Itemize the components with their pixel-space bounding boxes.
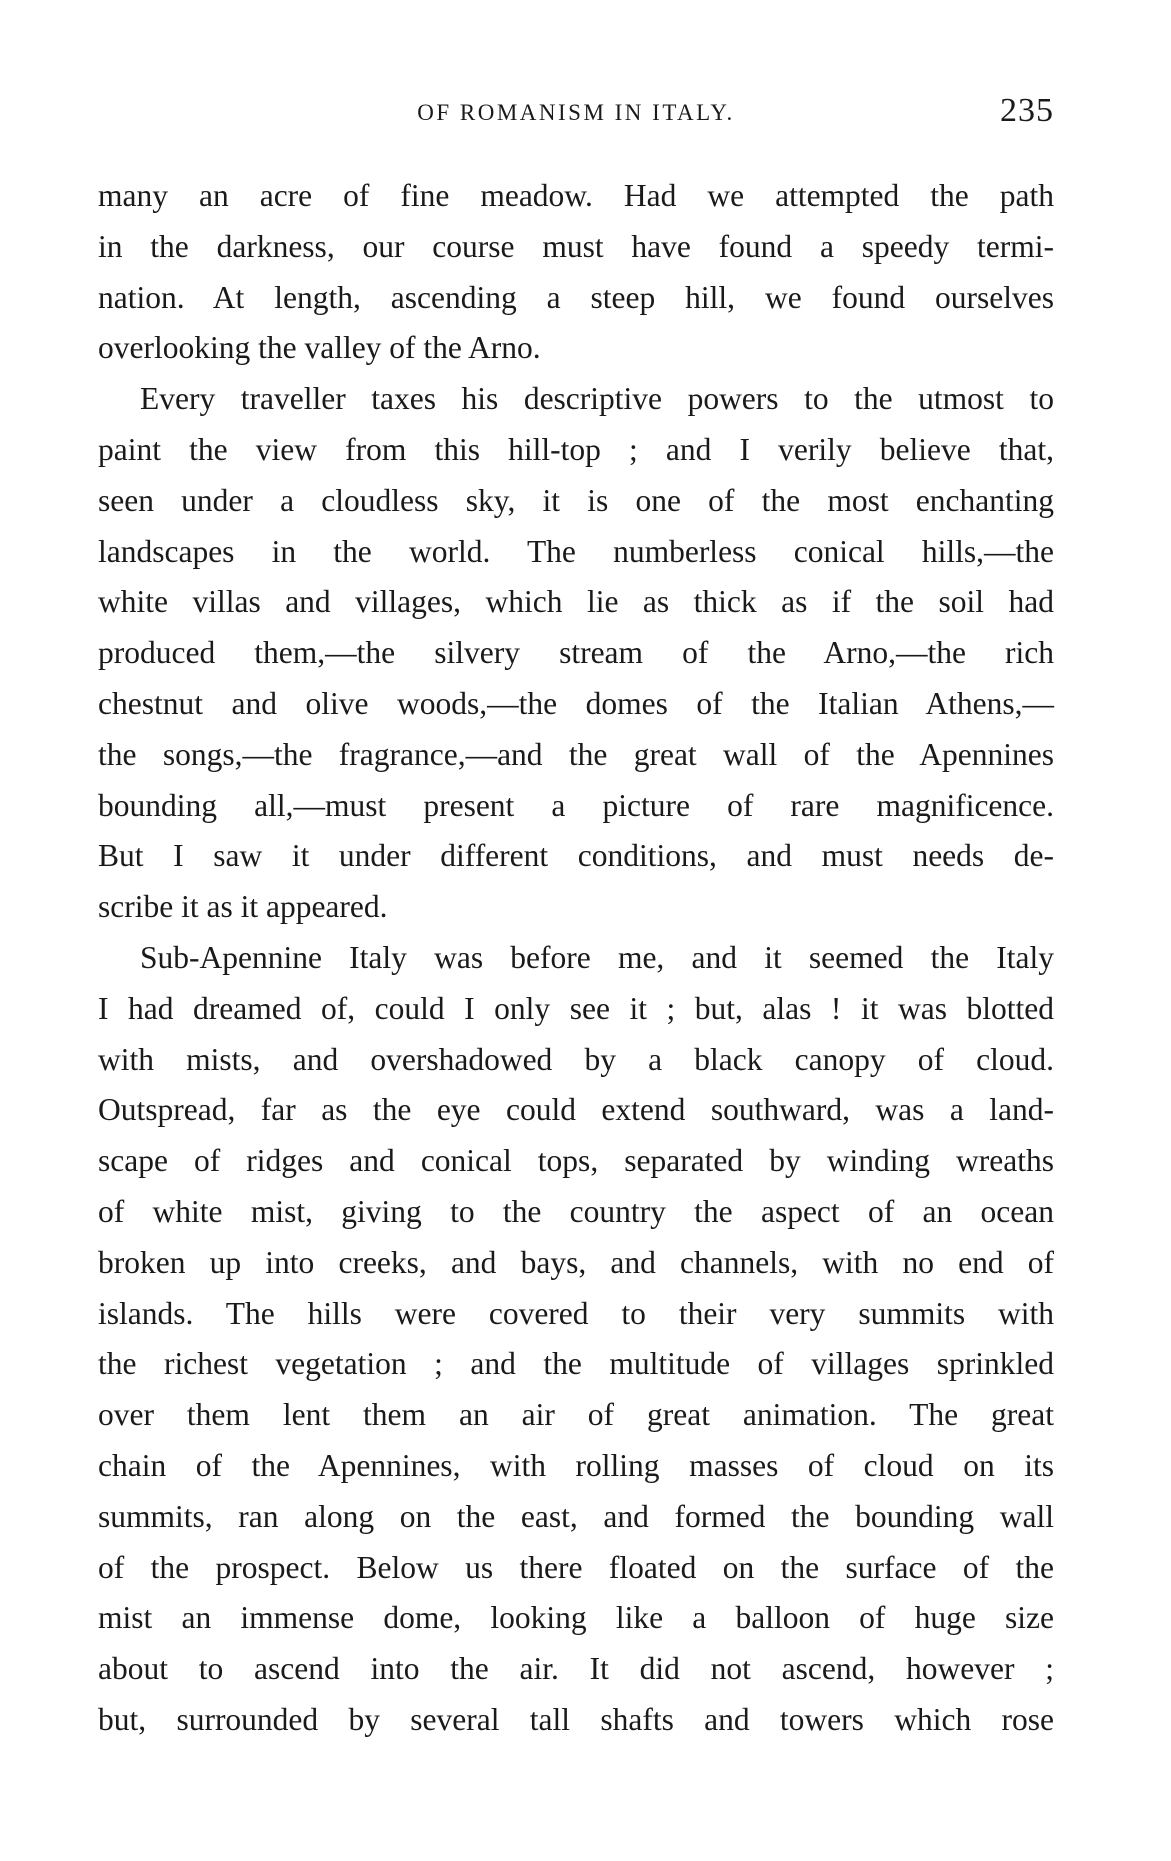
- text-line: the richest vegetation ; and the multitude of villages sprinkled: [98, 1346, 1054, 1382]
- text-line: landscapes in the world. The numberless conical hills,—the: [98, 533, 1054, 569]
- paragraph: [98, 933, 1054, 1746]
- text-line: mist an immense dome, looking like a balloon of huge size: [98, 1600, 1054, 1636]
- text-line: Every traveller taxes his descriptive powers to the utmost to: [140, 381, 1054, 417]
- text-line: summits, ran along on the east, and formed the bounding wall: [98, 1498, 1054, 1534]
- text-line: in the darkness, our course must have found a speedy termi-: [98, 228, 1054, 264]
- text-line: white villas and villages, which lie as thick as if the soil had: [98, 584, 1054, 620]
- running-title: OF ROMANISM IN ITALY.: [417, 100, 735, 125]
- text-line: But I saw it under different conditions, and must needs de-: [98, 838, 1054, 874]
- text-line: I had dreamed of, could I only see it ; but, alas ! it was blotted: [98, 990, 1054, 1026]
- text-line: about to ascend into the air. It did not ascend, however ;: [98, 1651, 1054, 1687]
- text-line: but, surrounded by several tall shafts and towers which rose: [98, 1701, 1054, 1737]
- text-line: Sub-Apennine Italy was before me, and it seemed the Italy: [140, 939, 1054, 975]
- body-text: [98, 171, 1054, 1746]
- text-line: of white mist, giving to the country the aspect of an ocean: [98, 1193, 1054, 1229]
- text-line: chain of the Apennines, with rolling masses of cloud on its: [98, 1447, 1054, 1483]
- text-line: scribe it as it appeared.: [98, 889, 388, 925]
- text-line: of the prospect. Below us there floated on the surface of the: [98, 1549, 1054, 1585]
- paragraph: [98, 374, 1054, 933]
- text-line: over them lent them an air of great animation. The great: [98, 1397, 1054, 1433]
- text-line: produced them,—the silvery stream of the Arno,—the rich: [98, 635, 1054, 671]
- text-line: broken up into creeks, and bays, and channels, with no end of: [98, 1244, 1054, 1280]
- text-line: scape of ridges and conical tops, separated by winding wreaths: [98, 1143, 1054, 1179]
- text-line: chestnut and olive woods,—the domes of the Italian Athens,—: [98, 685, 1054, 721]
- text-line: islands. The hills were covered to their very summits with: [98, 1295, 1054, 1331]
- text-line: nation. At length, ascending a steep hill, we found ourselves: [98, 279, 1054, 315]
- text-line: the songs,—the fragrance,—and the great wall of the Apennines: [98, 736, 1054, 772]
- text-line: many an acre of fine meadow. Had we attempted the path: [98, 178, 1054, 213]
- paragraph: [98, 171, 1054, 374]
- text-line: overlooking the valley of the Arno.: [98, 330, 541, 366]
- text-line: seen under a cloudless sky, it is one of the most enchanting: [98, 482, 1054, 518]
- page-number: 235: [1000, 92, 1054, 129]
- text-line: bounding all,—must present a picture of rare magnificence.: [98, 787, 1054, 823]
- running-head: [98, 92, 1054, 132]
- text-line: paint the view from this hill-top ; and I verily believe that,: [98, 431, 1054, 467]
- text-line: with mists, and overshadowed by a black canopy of cloud.: [98, 1041, 1054, 1077]
- text-line: Outspread, far as the eye could extend southward, was a land-: [98, 1092, 1054, 1128]
